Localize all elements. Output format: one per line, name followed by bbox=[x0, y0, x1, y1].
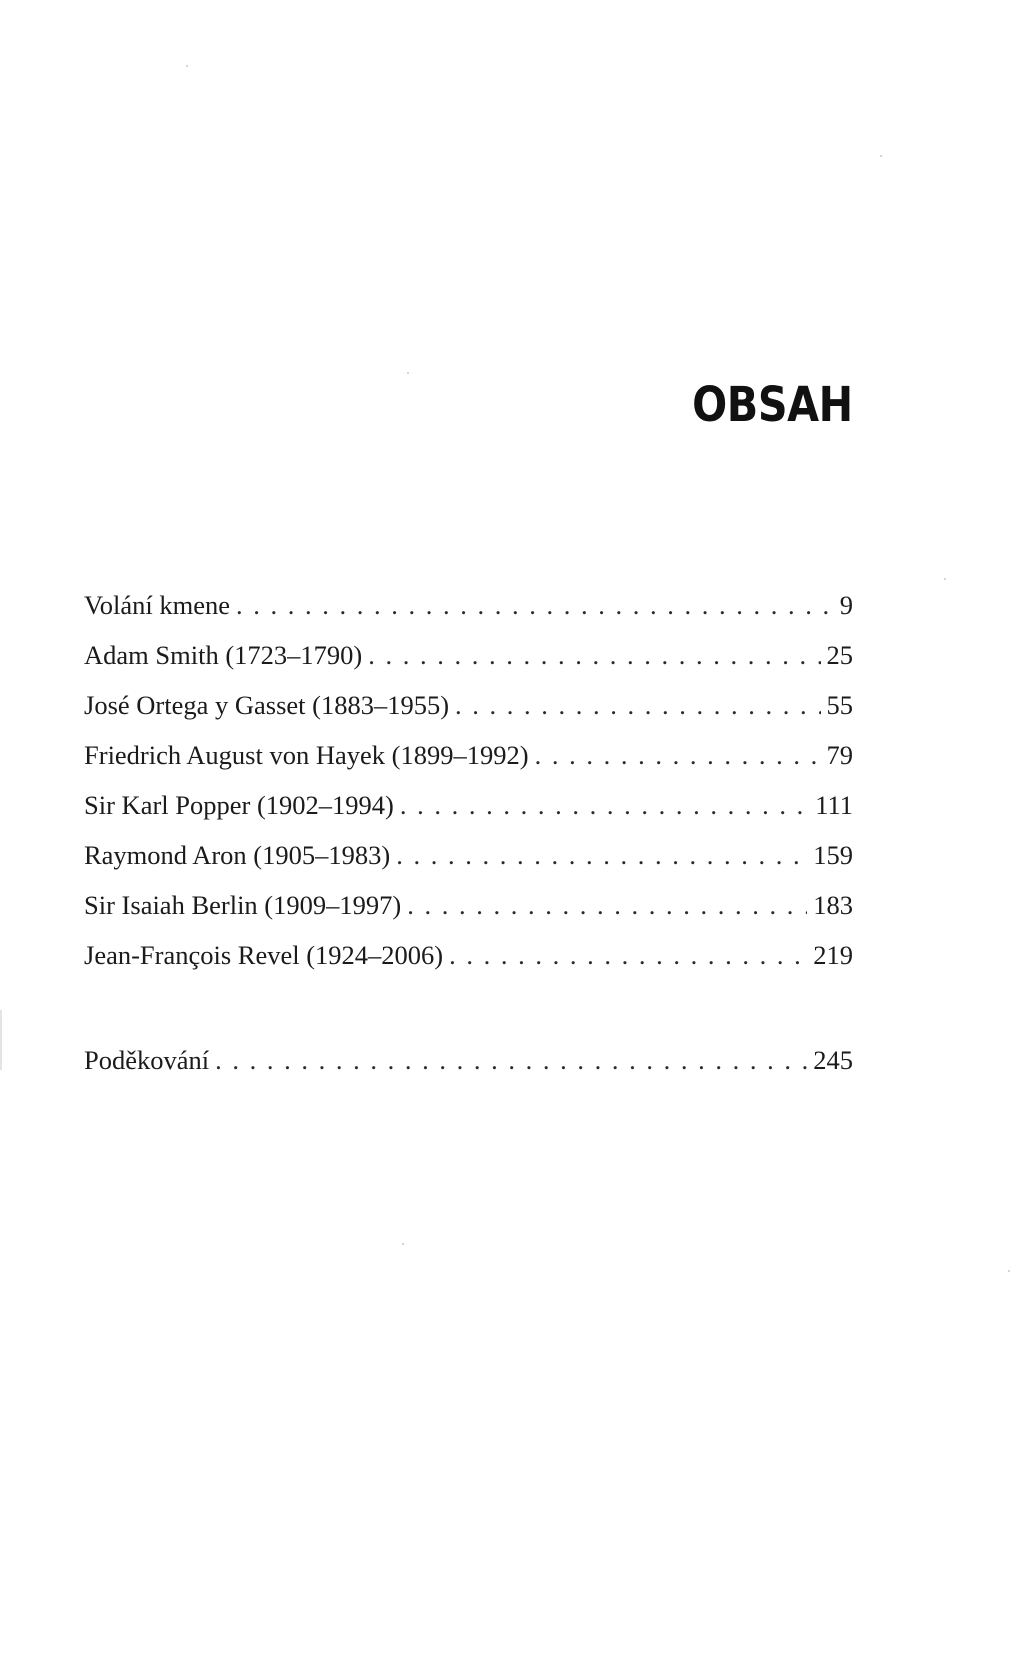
toc-entry[interactable] bbox=[84, 830, 853, 880]
toc-entry-acknowledgements[interactable] bbox=[84, 1035, 853, 1085]
scan-speck bbox=[0, 1010, 2, 1070]
toc-entry[interactable] bbox=[84, 630, 853, 680]
toc-entry-title: José Ortega y Gasset (1883–1955) bbox=[84, 690, 450, 720]
toc-page-number: 183 bbox=[813, 890, 853, 920]
dot-leader bbox=[236, 580, 834, 630]
toc-entry-title: Volání kmene bbox=[84, 590, 230, 620]
toc-page-number: 159 bbox=[813, 840, 853, 870]
toc-entry-title: Sir Isaiah Berlin (1909–1997) bbox=[84, 890, 402, 920]
dot-leader bbox=[400, 780, 809, 830]
toc-entry[interactable] bbox=[84, 680, 853, 730]
toc-entry[interactable] bbox=[84, 880, 853, 930]
toc-entry-title: Jean-François Revel (1924–2006) bbox=[84, 940, 444, 970]
toc-page-number: 25 bbox=[826, 640, 853, 670]
toc-entry-title: Sir Karl Popper (1902–1994) bbox=[84, 790, 394, 820]
dot-leader bbox=[455, 680, 820, 730]
dot-leader bbox=[215, 1035, 807, 1085]
scan-speck bbox=[407, 372, 409, 374]
dot-leader bbox=[368, 630, 820, 680]
scan-speck bbox=[880, 155, 882, 157]
toc-entry[interactable] bbox=[84, 780, 853, 830]
scan-speck bbox=[186, 65, 188, 67]
scan-speck bbox=[402, 1243, 404, 1245]
toc-page-number: 111 bbox=[815, 790, 853, 820]
scan-speck bbox=[1008, 1270, 1010, 1272]
dot-leader bbox=[407, 880, 807, 930]
toc-page-number: 9 bbox=[839, 590, 853, 620]
toc-entry-title: Raymond Aron (1905–1983) bbox=[84, 840, 391, 870]
toc-entry[interactable] bbox=[84, 730, 853, 780]
toc-page-number: 245 bbox=[813, 1045, 853, 1075]
toc-entry[interactable] bbox=[84, 930, 853, 980]
dot-leader bbox=[396, 830, 807, 880]
toc-page-number: 79 bbox=[826, 740, 853, 770]
scan-speck bbox=[944, 578, 946, 580]
table-of-contents bbox=[84, 580, 853, 1085]
toc-entry-title: Poděkování bbox=[84, 1045, 210, 1075]
dot-leader bbox=[535, 730, 821, 780]
toc-page-number: 219 bbox=[813, 940, 853, 970]
toc-entry[interactable] bbox=[84, 580, 853, 630]
toc-entry-title: Friedrich August von Hayek (1899–1992) bbox=[84, 740, 529, 770]
page-title: OBSAH bbox=[692, 377, 853, 433]
toc-page-number: 55 bbox=[826, 690, 853, 720]
dot-leader bbox=[449, 930, 807, 980]
toc-entry-title: Adam Smith (1723–1790) bbox=[84, 640, 363, 670]
